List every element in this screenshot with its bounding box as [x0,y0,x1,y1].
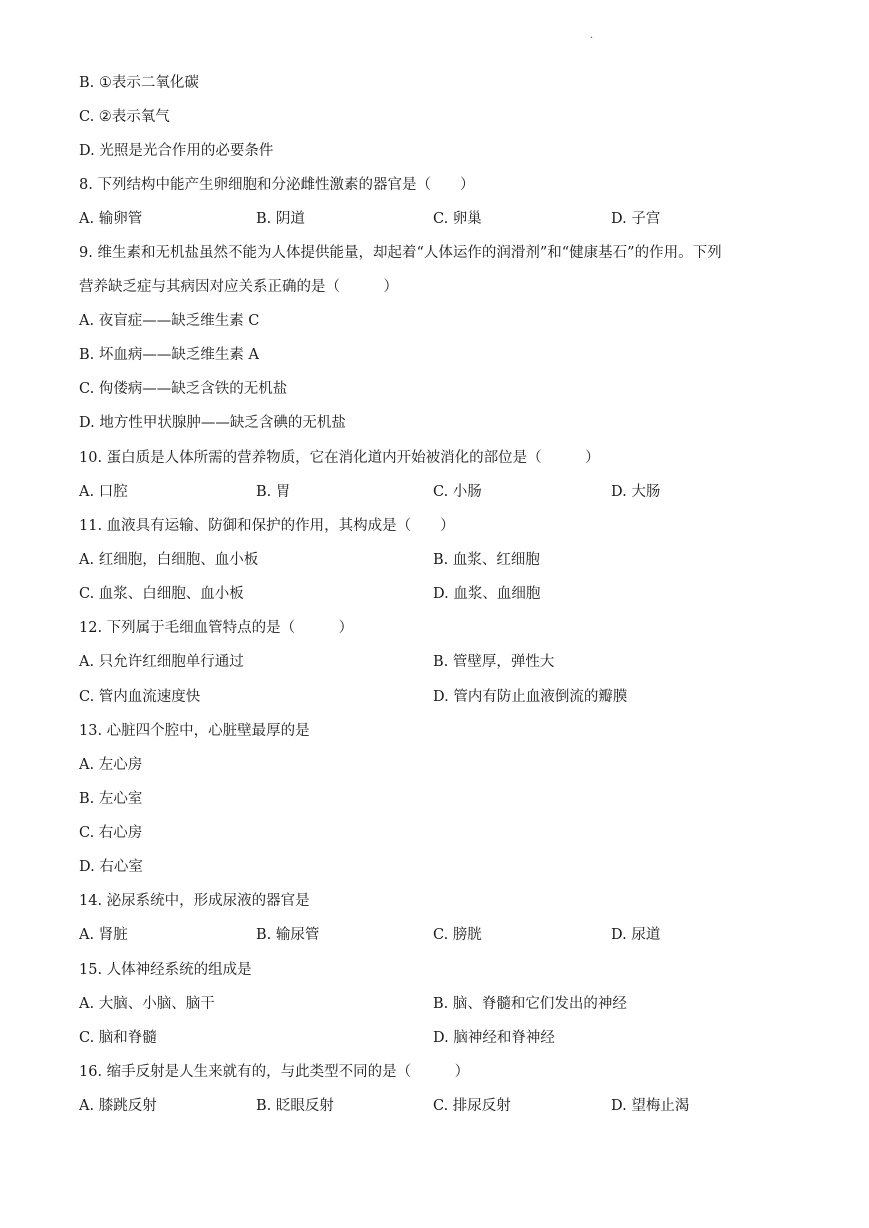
q8-option-d: D. 子宫 [611,211,661,227]
q9-option-a: A. 夜盲症——缺乏维生素 C [79,313,260,329]
q10-option-a: A. 口腔 [79,484,128,500]
q16-option-a: A. 膝跳反射 [79,1098,157,1114]
q14-option-a: A. 肾脏 [79,927,128,943]
q12-stem: 12. 下列属于毛细血管特点的是（ ） [79,620,354,636]
q15-stem: 15. 人体神经系统的组成是 [79,962,252,978]
q11-option-b: B. 血浆、红细胞 [433,552,540,568]
q13-option-d: D. 右心室 [79,859,143,875]
header-mark: . [590,30,594,41]
q11-option-d: D. 血浆、血细胞 [433,586,541,602]
q13-option-a: A. 左心房 [79,757,143,773]
q15-option-c: C. 脑和脊髓 [79,1030,157,1046]
q13-option-c: C. 右心房 [79,825,143,841]
q12-option-d: D. 管内有防止血液倒流的瓣膜 [433,689,628,705]
q13-stem: 13. 心脏四个腔中，心脏壁最厚的是 [79,723,310,739]
q9-stem-line2: 营养缺乏症与其病因对应关系正确的是（ ） [79,279,398,295]
q11-option-a: A. 红细胞，白细胞、血小板 [79,552,259,568]
q15-option-b: B. 脑、脊髓和它们发出的神经 [433,996,627,1012]
q7-option-b: B. ①表示二氧化碳 [79,75,199,91]
q9-stem-line1: 9. 维生素和无机盐虽然不能为人体提供能量，却起着“人体运作的润滑剂”和“健康基石”的作用。下列 [79,245,722,261]
q14-option-b: B. 输尿管 [256,927,320,943]
q9-option-b: B. 坏血病——缺乏维生素 A [79,347,259,363]
q8-option-a: A. 输卵管 [79,211,143,227]
q16-stem: 16. 缩手反射是人生来就有的，与此类型不同的是（ ） [79,1064,470,1080]
q12-option-c: C. 管内血流速度快 [79,689,201,705]
q9-option-d: D. 地方性甲状腺肿——缺乏含碘的无机盐 [79,415,346,431]
q14-option-c: C. 膀胱 [433,927,482,943]
q14-option-d: D. 尿道 [611,927,661,943]
q8-option-c: C. 卵巢 [433,211,482,227]
q10-option-d: D. 大肠 [611,484,661,500]
q13-option-b: B. 左心室 [79,791,143,807]
q16-option-c: C. 排尿反射 [433,1098,511,1114]
q12-option-a: A. 只允许红细胞单行通过 [79,654,244,670]
q9-option-c: C. 佝偻病——缺乏含铁的无机盐 [79,381,288,397]
q10-option-b: B. 胃 [256,484,291,500]
q15-option-d: D. 脑神经和脊神经 [433,1030,555,1046]
q11-stem: 11. 血液具有运输、防御和保护的作用，其构成是（ ） [79,518,455,534]
q12-option-b: B. 管壁厚，弹性大 [433,654,555,670]
q8-stem: 8. 下列结构中能产生卵细胞和分泌雌性激素的器官是（ ） [79,177,475,193]
q8-option-b: B. 阴道 [256,211,305,227]
q11-option-c: C. 血浆、白细胞、血小板 [79,586,244,602]
q7-option-d: D. 光照是光合作用的必要条件 [79,143,274,159]
q15-option-a: A. 大脑、小脑、脑干 [79,996,215,1012]
q10-stem: 10. 蛋白质是人体所需的营养物质，它在消化道内开始被消化的部位是（ ） [79,450,600,466]
q7-option-c: C. ②表示氧气 [79,109,170,125]
q16-option-b: B. 眨眼反射 [256,1098,334,1114]
q16-option-d: D. 望梅止渴 [611,1098,690,1114]
q14-stem: 14. 泌尿系统中，形成尿液的器官是 [79,893,310,909]
q10-option-c: C. 小肠 [433,484,482,500]
